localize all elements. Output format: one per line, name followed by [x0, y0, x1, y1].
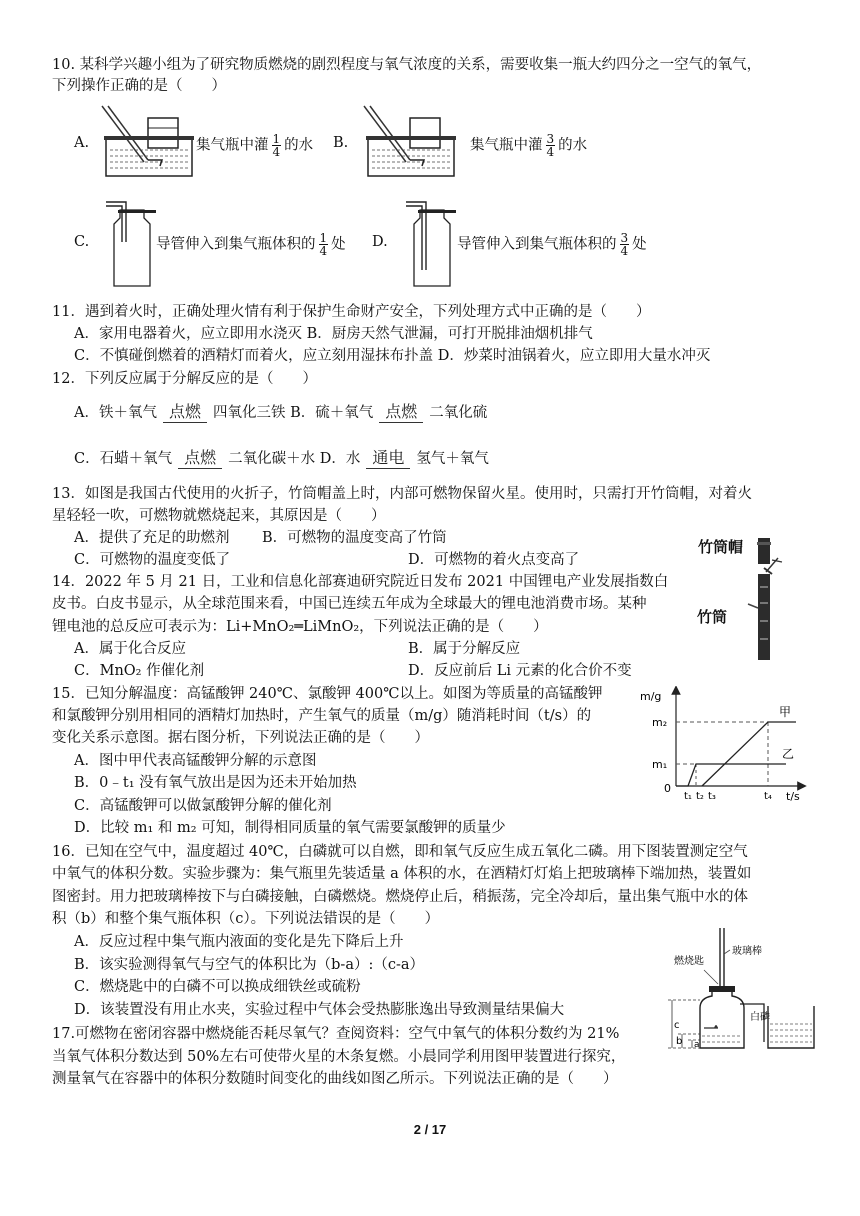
q10-option-a-text: 集气瓶中灌 — [196, 137, 269, 154]
curve-yi — [676, 764, 786, 786]
reaction-condition — [379, 403, 423, 423]
reaction-condition — [366, 449, 410, 469]
q14-option-c: C．MnO₂ 作催化剂 — [74, 663, 205, 679]
q10-option-d — [457, 232, 647, 257]
q10-figure-b — [362, 104, 458, 182]
q10-option-c-label: C. — [74, 234, 90, 250]
q10-option-d-tail: 处 — [632, 236, 647, 253]
arrow-line — [366, 468, 410, 469]
numerator: 1 — [319, 231, 328, 245]
numerator: 1 — [272, 132, 281, 146]
q16-option-c: C．燃烧匙中的白磷不可以换成细铁丝或硫粉 — [74, 979, 361, 995]
q12-a-right: 四氧化三铁 B．硫＋氧气 — [212, 405, 374, 421]
condition-text: 点燃 — [184, 448, 217, 467]
curve-label-yi: 乙 — [782, 747, 795, 761]
q12-c-left: C．石蜡＋氧气 — [74, 451, 173, 467]
page-number: 2 / 17 — [413, 1122, 447, 1137]
q10-option-b-tail: 的水 — [558, 137, 588, 154]
fraction — [319, 232, 329, 257]
q16-option-a: A．反应过程中集气瓶内液面的变化是先下降后上升 — [74, 934, 404, 950]
condition-text: 点燃 — [168, 402, 201, 421]
arrow-line — [178, 468, 222, 469]
q10-option-a-tail: 的水 — [284, 137, 314, 154]
x-axis-label: t/s — [786, 790, 800, 803]
q13-option-d: D．可燃物的着火点变高了 — [408, 552, 580, 568]
q16-stem-line2: 中氧气的体积分数。实验步骤为：集气瓶里先装适量 a 体积的水，在酒精灯灯焰上把玻璃棒下端加热，装置如 — [52, 866, 752, 882]
q12-b-right: 二氧化硫 — [429, 405, 488, 421]
q16-stem-line1: 16．已知在空气中，温度超过 40℃，白磷就可以自燃，即和氧气反应生成五氧化二磷。用下图装置测定空气 — [52, 844, 748, 860]
q13-stem-line1: 13．如图是我国古代使用的火折子，竹筒帽盖上时，内部可燃物保留火星。使用时，只需打开竹筒帽，对着火 — [52, 486, 752, 502]
label-white-phosphorus: 白磷 — [750, 1012, 770, 1023]
t2-tick: t₂ — [696, 791, 704, 802]
q15-option-d: D．比较 m₁ 和 m₂ 可知，制得相同质量的氧气需要氯酸钾的质量少 — [74, 820, 506, 836]
q15-option-b: B．0﹣t₁ 没有氧气放出是因为还未开始加热 — [74, 775, 357, 791]
q10-figure-c — [100, 196, 160, 290]
fraction — [546, 133, 556, 158]
q15-graph — [636, 686, 812, 804]
condition-text: 点燃 — [385, 402, 418, 421]
q10-option-a-label: A. — [74, 135, 90, 151]
q10-option-d-text: 导管伸入到集气瓶体积的 — [457, 236, 617, 253]
q12-options-cd — [74, 449, 489, 469]
q10-figure-a — [100, 104, 196, 182]
numerator: 3 — [620, 231, 629, 245]
q11-options-cd: C．不慎碰倒燃着的酒精灯而着火，应立刻用湿抹布扑盖 D．炒菜时油锅着火，应立即用大量水冲灭 — [74, 348, 711, 364]
q17-stem-line1: 17.可燃物在密闭容器中燃烧能否耗尽氧气？查阅资料：空气中氧气的体积分数约为 21% — [52, 1026, 620, 1042]
t4-tick: t₄ — [764, 791, 772, 802]
q16-stem-line3: 图密封。用力把玻璃棒按下与白磷接触，白磷燃烧。燃烧停止后，稍振荡，完全冷却后，量出集气瓶中水的体 — [52, 889, 748, 905]
q10-option-b — [470, 133, 587, 158]
label-a: a — [694, 1040, 700, 1050]
q16-stem-line4: 积（b）和整个集气瓶体积（c）。下列说法错误的是（ ） — [52, 911, 440, 927]
q13-option-a: A．提供了充足的助燃剂 — [74, 530, 230, 546]
t1-tick: t₁ — [684, 791, 692, 802]
q14-option-b: B．属于分解反应 — [408, 641, 521, 657]
q14-option-a: A．属于化合反应 — [74, 641, 186, 657]
q11-options-ab: A．家用电器着火，应立即用水浇灭 B．厨房天然气泄漏，可打开脱排油烟机排气 — [74, 326, 593, 342]
origin-label: 0 — [664, 782, 671, 795]
fraction — [272, 133, 282, 158]
q12-stem: 12．下列反应属于分解反应的是（ ） — [52, 371, 317, 387]
q13-figure-fire-starter — [738, 534, 798, 664]
q14-option-d: D．反应前后 Li 元素的化合价不变 — [408, 663, 632, 679]
q12-a-left: A．铁＋氧气 — [74, 405, 157, 421]
q14-stem-line2: 皮书。白皮书显示，从全球范围来看，中国已连续五年成为全球最大的锂电池消费市场。某种 — [52, 596, 647, 612]
curve-label-jia: 甲 — [779, 705, 792, 719]
y-axis-label: m/g — [640, 690, 662, 703]
q10-option-c-tail: 处 — [331, 236, 346, 253]
condition-text: 通电 — [372, 448, 405, 467]
t3-tick: t₃ — [708, 791, 716, 802]
q15-stem-line3: 变化关系示意图。据右图分析，下列说法正确的是（ ） — [52, 730, 429, 746]
q10-option-b-label: B. — [333, 135, 349, 151]
q13-option-c: C．可燃物的温度变低了 — [74, 552, 231, 568]
q12-d-right: 氢气＋氧气 — [416, 451, 489, 467]
q10-figure-d — [400, 196, 460, 290]
label-glass-rod: 玻璃棒 — [732, 946, 762, 957]
q15-stem-line2: 和氯酸钾分别用相同的酒精灯加热时，产生氧气的质量（m/g）随消耗时间（t/s）的 — [52, 708, 592, 724]
q11-stem: 11．遇到着火时，正确处理火情有利于保护生命财产安全，下列处理方式中正确的是（ ） — [52, 304, 651, 320]
label-combustion-spoon: 燃烧匙 — [674, 956, 704, 967]
q12-options-ab — [74, 403, 487, 423]
q17-stem-line2: 当氧气体积分数达到 50%左右可使带火星的木条复燃。小晨同学利用图甲装置进行探究， — [52, 1049, 626, 1065]
q15-stem-line1: 15．已知分解温度：高锰酸钾 240℃、氯酸钾 400℃以上。如图为等质量的高锰酸钾 — [52, 686, 603, 702]
q13-stem-line2: 星轻轻一吹，可燃物就燃烧起来，其原因是（ ） — [52, 508, 386, 524]
q16-option-b: B．该实验测得氧气与空气的体积比为（b-a）:（c-a） — [74, 957, 425, 973]
q13-option-b: B．可燃物的温度变高了竹筒 — [262, 530, 447, 546]
q14-stem-line1: 14．2022 年 5 月 21 日，工业和信息化部赛迪研究院近日发布 2021 中国锂电产业发展指数白 — [52, 574, 669, 590]
reaction-condition — [178, 449, 222, 469]
denominator: 4 — [272, 145, 281, 159]
q16-apparatus-figure — [664, 924, 824, 1056]
q10-option-d-label: D. — [372, 234, 388, 250]
arrow-line — [163, 422, 207, 423]
q16-option-d: D．该装置没有用止水夹，实验过程中气体会受热膨胀逸出导致测量结果偏大 — [74, 1002, 565, 1018]
q17-stem-line3: 测量氧气在容器中的体积分数随时间变化的曲线如图乙所示。下列说法正确的是（ ） — [52, 1071, 618, 1087]
label-c: c — [674, 1020, 680, 1031]
q12-c-right: 二氧化碳＋水 D．水 — [228, 451, 361, 467]
q10-option-c — [156, 232, 346, 257]
q10-option-a — [196, 133, 313, 158]
q10-stem-line1: 10. 某科学兴趣小组为了研究物质燃烧的剧烈程度与氧气浓度的关系，需要收集一瓶大约四分之一空气的氧气， — [52, 57, 762, 73]
denominator: 4 — [319, 244, 328, 258]
q10-option-b-text: 集气瓶中灌 — [470, 137, 543, 154]
m2-tick: m₂ — [652, 716, 668, 729]
fig-label-tube-cap: 竹筒帽 — [698, 538, 744, 556]
arrow-line — [379, 422, 423, 423]
q10-option-c-text: 导管伸入到集气瓶体积的 — [156, 236, 316, 253]
fraction — [620, 232, 630, 257]
reaction-condition — [163, 403, 207, 423]
denominator: 4 — [546, 145, 555, 159]
q15-option-c: C．高锰酸钾可以做氯酸钾分解的催化剂 — [74, 798, 332, 814]
q15-option-a: A．图中甲代表高锰酸钾分解的示意图 — [74, 753, 317, 769]
q10-stem-line2: 下列操作正确的是（ ） — [52, 78, 226, 94]
denominator: 4 — [620, 244, 629, 258]
fig-label-tube: 竹筒 — [697, 608, 728, 626]
q14-stem-line3: 锂电池的总反应可表示为：Li+MnO₂═LiMnO₂，下列说法正确的是（ ） — [52, 619, 548, 635]
numerator: 3 — [546, 132, 555, 146]
m1-tick: m₁ — [652, 758, 668, 771]
label-b: b — [676, 1036, 683, 1047]
